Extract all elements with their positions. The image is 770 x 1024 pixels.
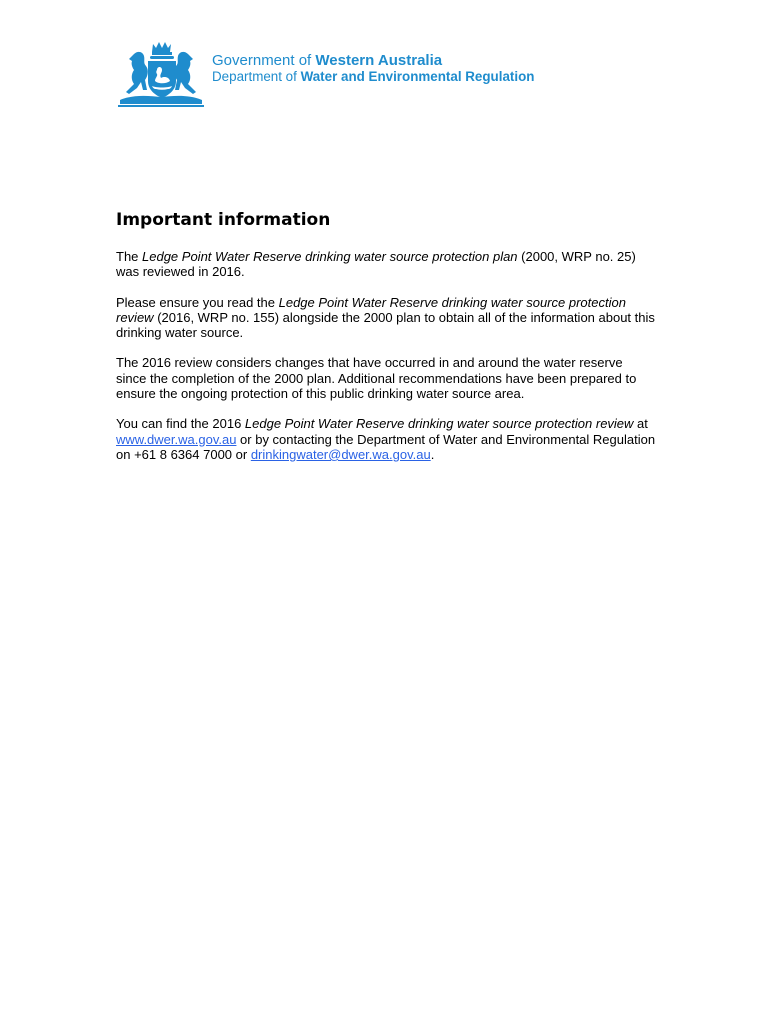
gov-name: Western Australia (315, 52, 443, 69)
plan-title: Ledge Point Water Reserve drinking water source protection plan (142, 249, 518, 264)
department-name (212, 69, 534, 85)
dept-name: Water and Environmental Regulation (300, 69, 535, 84)
para1-text-2: (2000, WRP no. 25) was reviewed in 2016. (116, 249, 636, 280)
email-link[interactable]: drinkingwater@dwer.wa.gov.au (250, 446, 431, 462)
government-name (212, 53, 534, 69)
document-body (116, 208, 656, 477)
wa-coat-of-arms-icon (114, 40, 208, 110)
para2-text-1: Please ensure you read the (116, 294, 279, 310)
review-title: Ledge Point Water Reserve drinking water source protection review (116, 294, 626, 325)
paragraph-contact (116, 416, 656, 462)
para4-text-2: at (633, 416, 648, 432)
paragraph-read-review (116, 295, 656, 341)
paragraph-review-notice (116, 249, 656, 280)
review-title-2: Ledge Point Water Reserve drinking water source protection review (244, 416, 634, 432)
page-title: Important information (116, 210, 331, 230)
gov-prefix: Government of (212, 52, 316, 69)
para4-text-1: You can find the 2016 (116, 416, 245, 432)
para4-text-3: or by contacting the Department of Water and Environmental Regulation on +61 8 6364 7000 or (116, 431, 656, 462)
website-link[interactable]: www.dwer.wa.gov.au (116, 431, 237, 447)
dept-prefix: Department of (212, 69, 301, 84)
para1-text-1: The (116, 249, 143, 264)
para4-text-4: . (430, 446, 435, 462)
paragraph-review-details: The 2016 review considers changes that have occurred in and around the water reserve since the completion of the 2000 plan. Additional recommendations have been prepared to ensure the ongoing protection of this public drinking water source area. (116, 355, 637, 402)
para2-text-2: (2016, WRP no. 155) alongside the 2000 plan to obtain all of the information about this drinking water source. (116, 309, 655, 341)
agency-name (212, 53, 534, 85)
